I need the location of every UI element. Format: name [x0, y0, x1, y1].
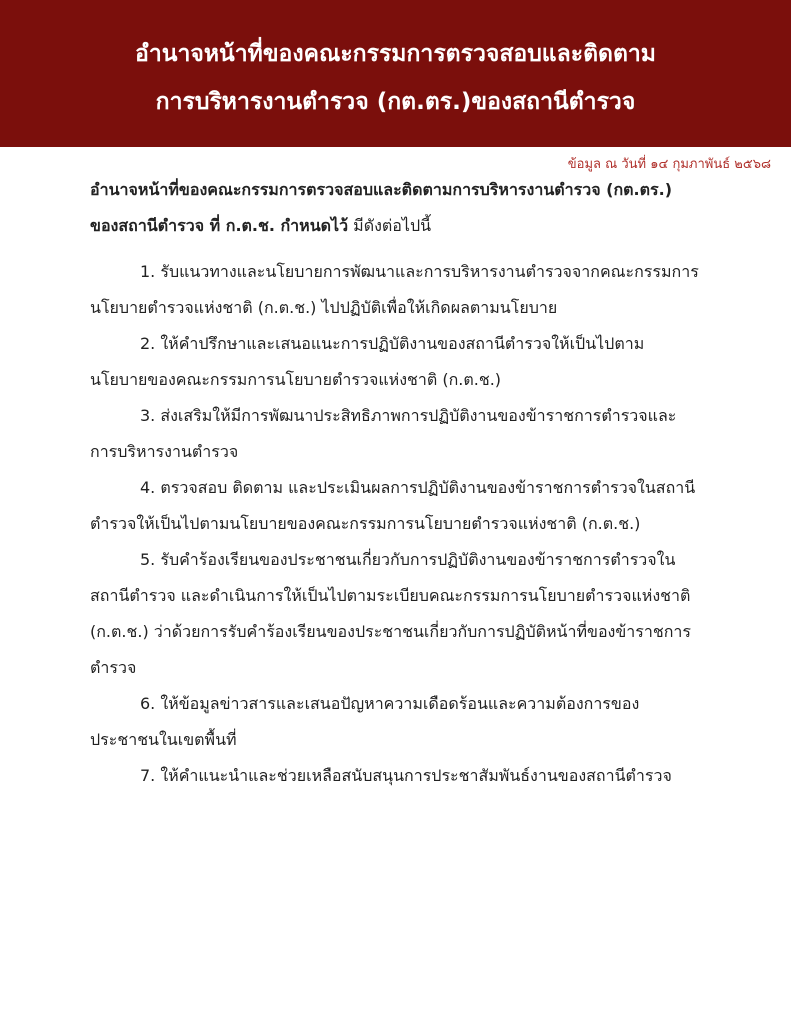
- document-body: [90, 172, 700, 794]
- duty-item-3: 3. ส่งเสริมให้มีการพัฒนาประสิทธิภาพการปฏิบัติงานของข้าราชการตำรวจและการบริหารงานตำรวจ: [90, 406, 677, 461]
- duty-item-5: 5. รับคำร้องเรียนของประชาชนเกี่ยวกับการปฏิบัติงานของข้าราชการตำรวจในสถานีตำรวจ และดำเนินการให้เป็นไปตามระเบียบคณะกรรมการนโยบายตำรวจแห่งชาติ (ก.ต.ช.) ว่าด้วยการรับคำร้องเรียนของประชาชนเกี่ยวกับการปฏิบัติหน้าที่ของข้าราชการตำรวจ: [90, 550, 691, 677]
- duty-item-2: 2. ให้คำปรึกษาและเสนอแนะการปฏิบัติงานของสถานีตำรวจให้เป็นไปตามนโยบายของคณะกรรมการนโยบายตำรวจแห่งชาติ (ก.ต.ช.): [90, 334, 645, 389]
- header-title-line-1: อำนาจหน้าที่ของคณะกรรมการตรวจสอบและติดตาม: [135, 41, 656, 67]
- intro-normal-text: มีดังต่อไปนี้: [348, 216, 432, 235]
- duty-item-7: 7. ให้คำแนะนำและช่วยเหลือสนับสนุนการประชาสัมพันธ์งานของสถานีตำรวจ: [140, 766, 672, 785]
- intro-paragraph: [90, 172, 700, 244]
- duty-item-6: 6. ให้ข้อมูลข่าวสารและเสนอปัญหาความเดือดร้อนและความต้องการของประชาชนในเขตพื้นที่: [90, 694, 640, 749]
- duty-item-4: 4. ตรวจสอบ ติดตาม และประเมินผลการปฏิบัติงานของข้าราชการตำรวจในสถานีตำรวจให้เป็นไปตามนโยบายของคณะกรรมการนโยบายตำรวจแห่งชาติ (ก.ต.ช.): [90, 478, 696, 533]
- date-note: ข้อมูล ณ วันที่ ๑๔ กุมภาพันธ์ ๒๕๖๘: [567, 157, 771, 172]
- intro-bold-text: อำนาจหน้าที่ของคณะกรรมการตรวจสอบและติดตามการบริหารงานตำรวจ (กต.ตร.) ของสถานีตำรวจ ที่ ก.ต.ช. กำหนดไว้: [90, 180, 672, 235]
- header-title-line-2: การบริหารงานตำรวจ (กต.ตร.)ของสถานีตำรวจ: [155, 89, 636, 115]
- page-header: [0, 0, 791, 147]
- duty-item-1: 1. รับแนวทางและนโยบายการพัฒนาและการบริหารงานตำรวจจากคณะกรรมการนโยบายตำรวจแห่งชาติ (ก.ต.ช.) ไปปฏิบัติเพื่อให้เกิดผลตามนโยบาย: [90, 262, 699, 317]
